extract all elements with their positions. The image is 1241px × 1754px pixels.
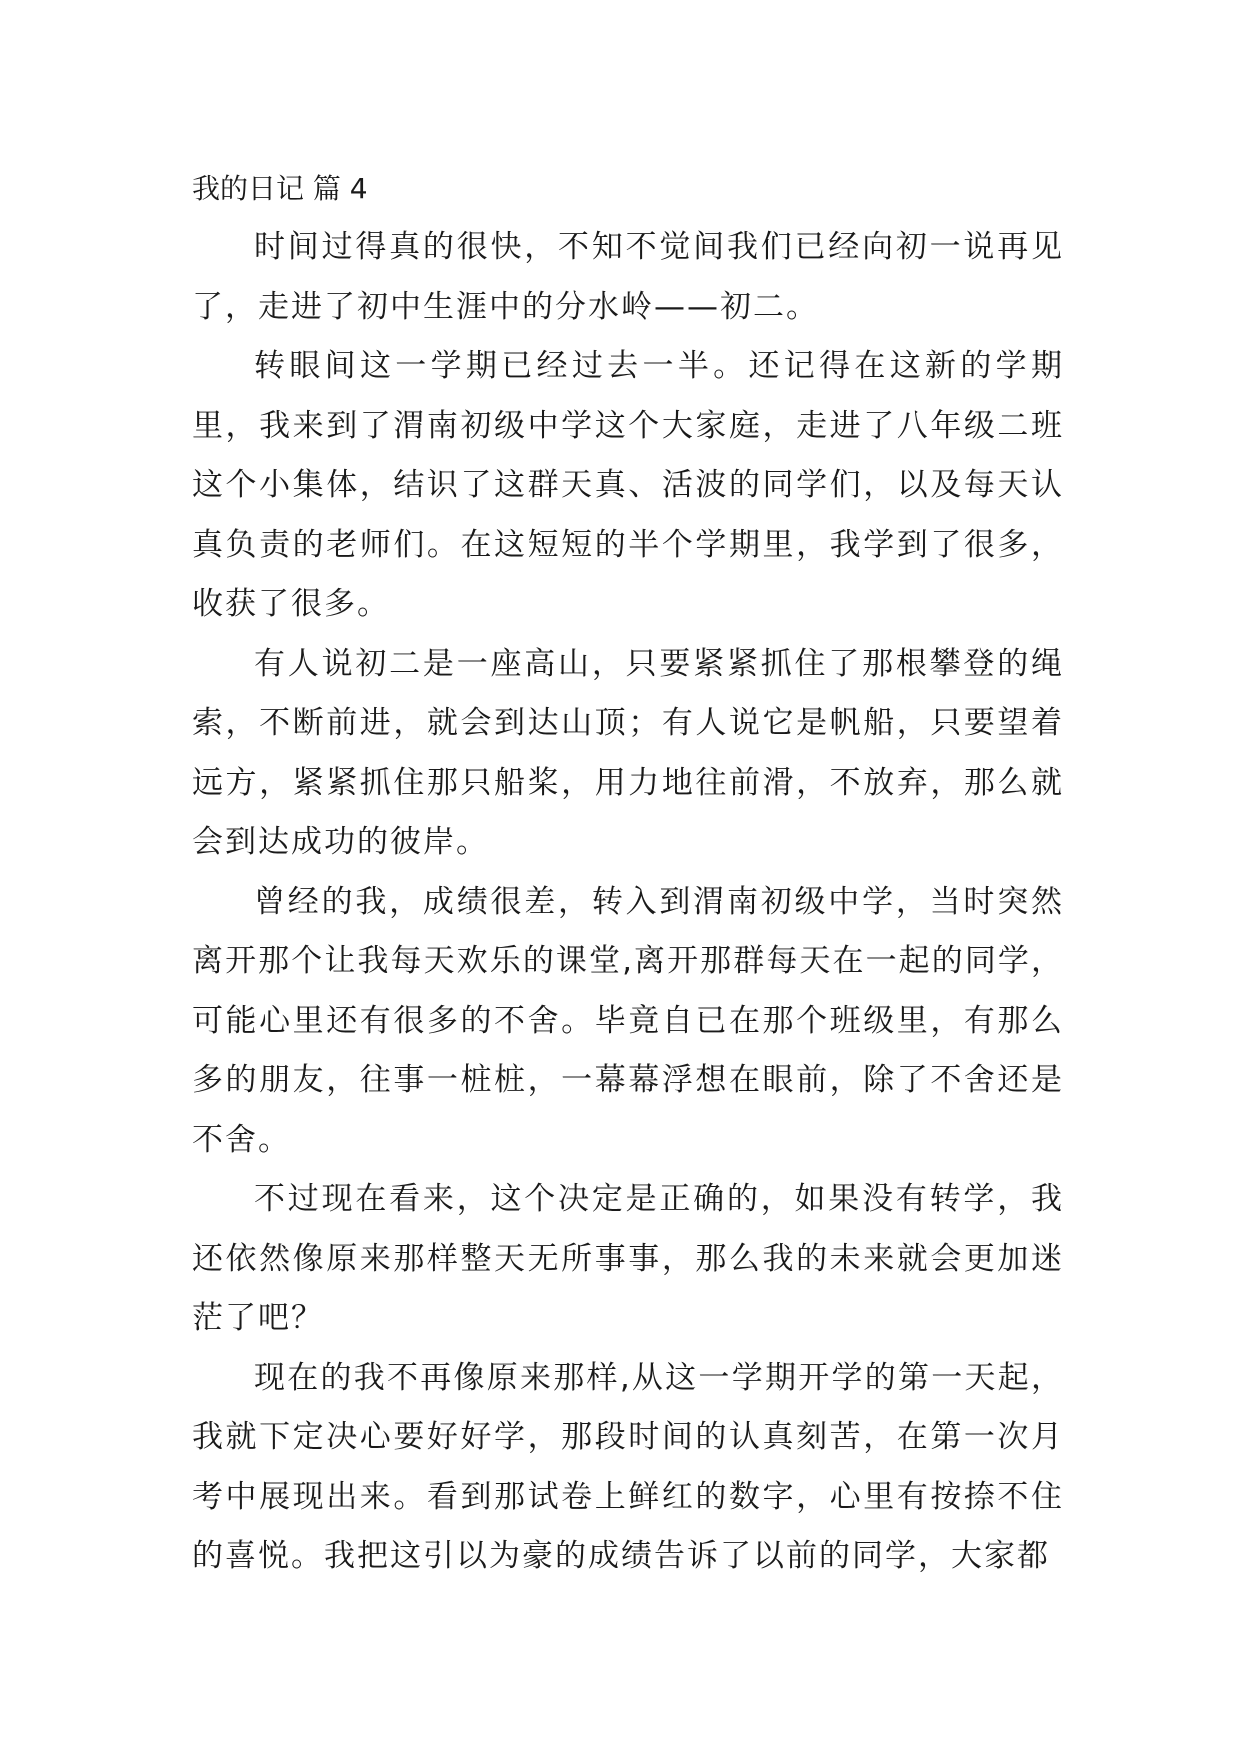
paragraph-2: 转眼间这一学期已经过去一半。还记得在这新的学期里，我来到了渭南初级中学这个大家庭，走进了八年级二班这个小集体，结识了这群天真、活波的同学们，以及每天认真负责的老师们。在这短短的半个学期里，我学到了很多，收获了很多。	[192, 348, 1064, 622]
document-title: 我的日记 篇 4	[192, 172, 368, 205]
paragraph-5: 不过现在看来，这个决定是正确的，如果没有转学，我还依然像原来那样整天无所事事，那么我的未来就会更加迷茫了吧？	[192, 1181, 1064, 1336]
paragraph-4: 曾经的我，成绩很差，转入到渭南初级中学，当时突然离开那个让我每天欢乐的课堂,离开那群每天在一起的同学，可能心里还有很多的不舍。毕竟自已在那个班级里，有那么多的朋友，往事一桩桩，一幕幕浮想在眼前，除了不舍还是不舍。	[192, 883, 1064, 1158]
paragraph-3: 有人说初二是一座高山，只要紧紧抓住了那根攀登的绳索，不断前进，就会到达山顶；有人说它是帆船，只要望着远方，紧紧抓住那只船桨，用力地往前滑，不放弃，那么就会到达成功的彼岸。	[192, 645, 1064, 860]
document-body	[192, 160, 1064, 1587]
paragraph-6: 现在的我不再像原来那样,从这一学期开学的第一天起，我就下定决心要好好学，那段时间的认真刻苦，在第一次月考中展现出来。看到那试卷上鲜红的数字，心里有按捺不住的喜悦。我把这引以为豪的成绩告诉了以前的同学，大家都	[192, 1359, 1064, 1574]
paragraph-1: 时间过得真的很快，不知不觉间我们已经向初一说再见了，走进了初中生涯中的分水岭——初二。	[192, 229, 1064, 325]
